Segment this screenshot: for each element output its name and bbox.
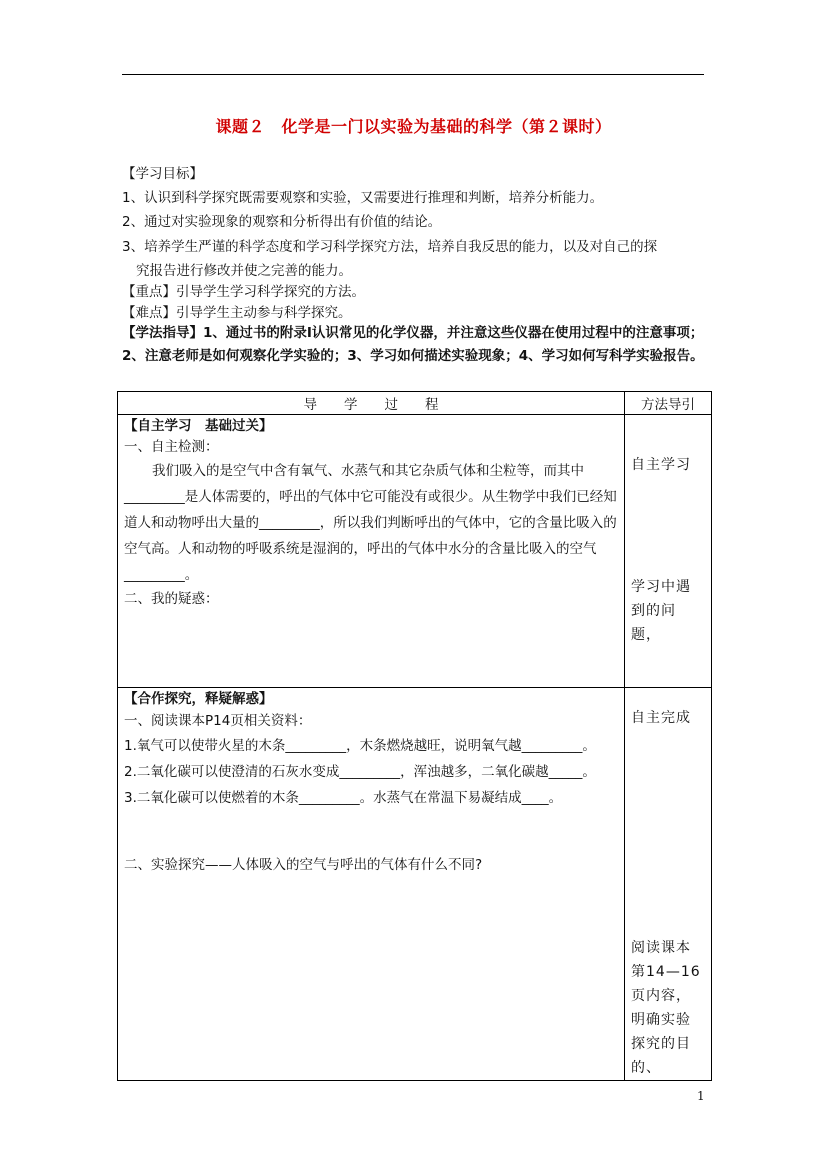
objective-3-cont: 究报告进行修改并使之完善的能力。 xyxy=(136,263,352,279)
table-header-row xyxy=(118,392,712,415)
cooperative-heading: 【合作探究，释疑解惑】 xyxy=(124,691,273,707)
guidance-label: 【学法指导】 xyxy=(122,325,203,341)
objective-1: 1、认识到科学探究既需要观察和实验，又需要进行推理和判断，培养分析能力。 xyxy=(122,190,604,206)
method-self-study: 自主学习 xyxy=(631,457,691,473)
objective-3: 3、培养学生严谨的科学态度和学习科学探究方法，培养自我反思的能力，以及对自己的探 xyxy=(122,239,658,255)
section-cooperative-row xyxy=(118,688,712,1081)
cooperative-cell xyxy=(118,688,625,1081)
self-check-body: 我们吸入的是空气中含有氧气、水蒸气和其它杂质气体和尘粒等，而其中_________是人体需要的，呼出的气体中它可能没有或很少。从生物学中我们已经知道人和动物呼出大量的_________，所以我们判断呼出的气体中，它的含量比吸入的空气高。人和动物的呼吸系统是湿润的，呼出的气体中水分的含量比吸入的空气_________。 xyxy=(124,463,617,583)
self-study-cell xyxy=(118,415,625,688)
header-method: 方法导引 xyxy=(625,392,712,415)
cooperative-method-cell xyxy=(625,688,712,1081)
key-point-label: 【重点】 xyxy=(122,284,176,300)
page-number: 1 xyxy=(697,1089,705,1103)
difficulty-label: 【难点】 xyxy=(122,305,176,321)
reading-label: 一、阅读课本P14页相关资料： xyxy=(124,713,312,729)
objectives-heading: 【学习目标】 xyxy=(122,166,203,182)
reading-item-2: 2.二氧化碳可以使澄清的石灰水变成_________，浑浊越多，二氧化碳越_____。 xyxy=(124,764,596,780)
reading-item-1: 1.氧气可以使带火星的木条_________，木条燃烧越旺，说明氧气越_________。 xyxy=(124,738,596,754)
difficulty xyxy=(122,303,712,323)
self-check-label: 一、自主检测： xyxy=(124,439,219,455)
header-process: 导 学 过 程 xyxy=(118,392,625,415)
method-read-textbook: 阅读课本第14—16页内容，明确实验探究的目的、 xyxy=(631,940,701,1076)
key-point-text: 引导学生学习科学探究的方法。 xyxy=(176,284,365,300)
self-study-heading: 【自主学习 基础过关】 xyxy=(124,418,273,434)
doubts-label: 二、我的疑惑： xyxy=(124,591,219,607)
difficulty-text: 引导学生主动参与科学探究。 xyxy=(176,305,352,321)
page-title: 课题２ 化学是一门以实验为基础的科学（第２课时） xyxy=(215,117,612,136)
reading-item-3: 3.二氧化碳可以使燃着的木条_________。水蒸气在常温下易凝结成____。 xyxy=(124,790,563,806)
study-guidance xyxy=(122,322,712,368)
lesson-table xyxy=(117,391,712,1081)
self-study-method-cell xyxy=(625,415,712,688)
objective-2: 2、通过对实验现象的观察和分析得出有价值的结论。 xyxy=(122,214,442,230)
method-problems: 学习中遇到的问题， xyxy=(631,579,691,643)
section-self-study-row xyxy=(118,415,712,688)
guidance-text: 1、通过书的附录Ⅰ认识常见的化学仪器，并注意这些仪器在使用过程中的注意事项；2、注意老师是如何观察化学实验的；3、学习如何描述实验现象；4、学习如何写科学实验报告。 xyxy=(122,325,704,364)
header-rule xyxy=(122,74,704,75)
key-point xyxy=(122,282,712,302)
method-complete: 自主完成 xyxy=(631,710,691,726)
experiment-label: 二、实验探究——人体吸入的空气与呼出的气体有什么不同? xyxy=(124,857,483,873)
